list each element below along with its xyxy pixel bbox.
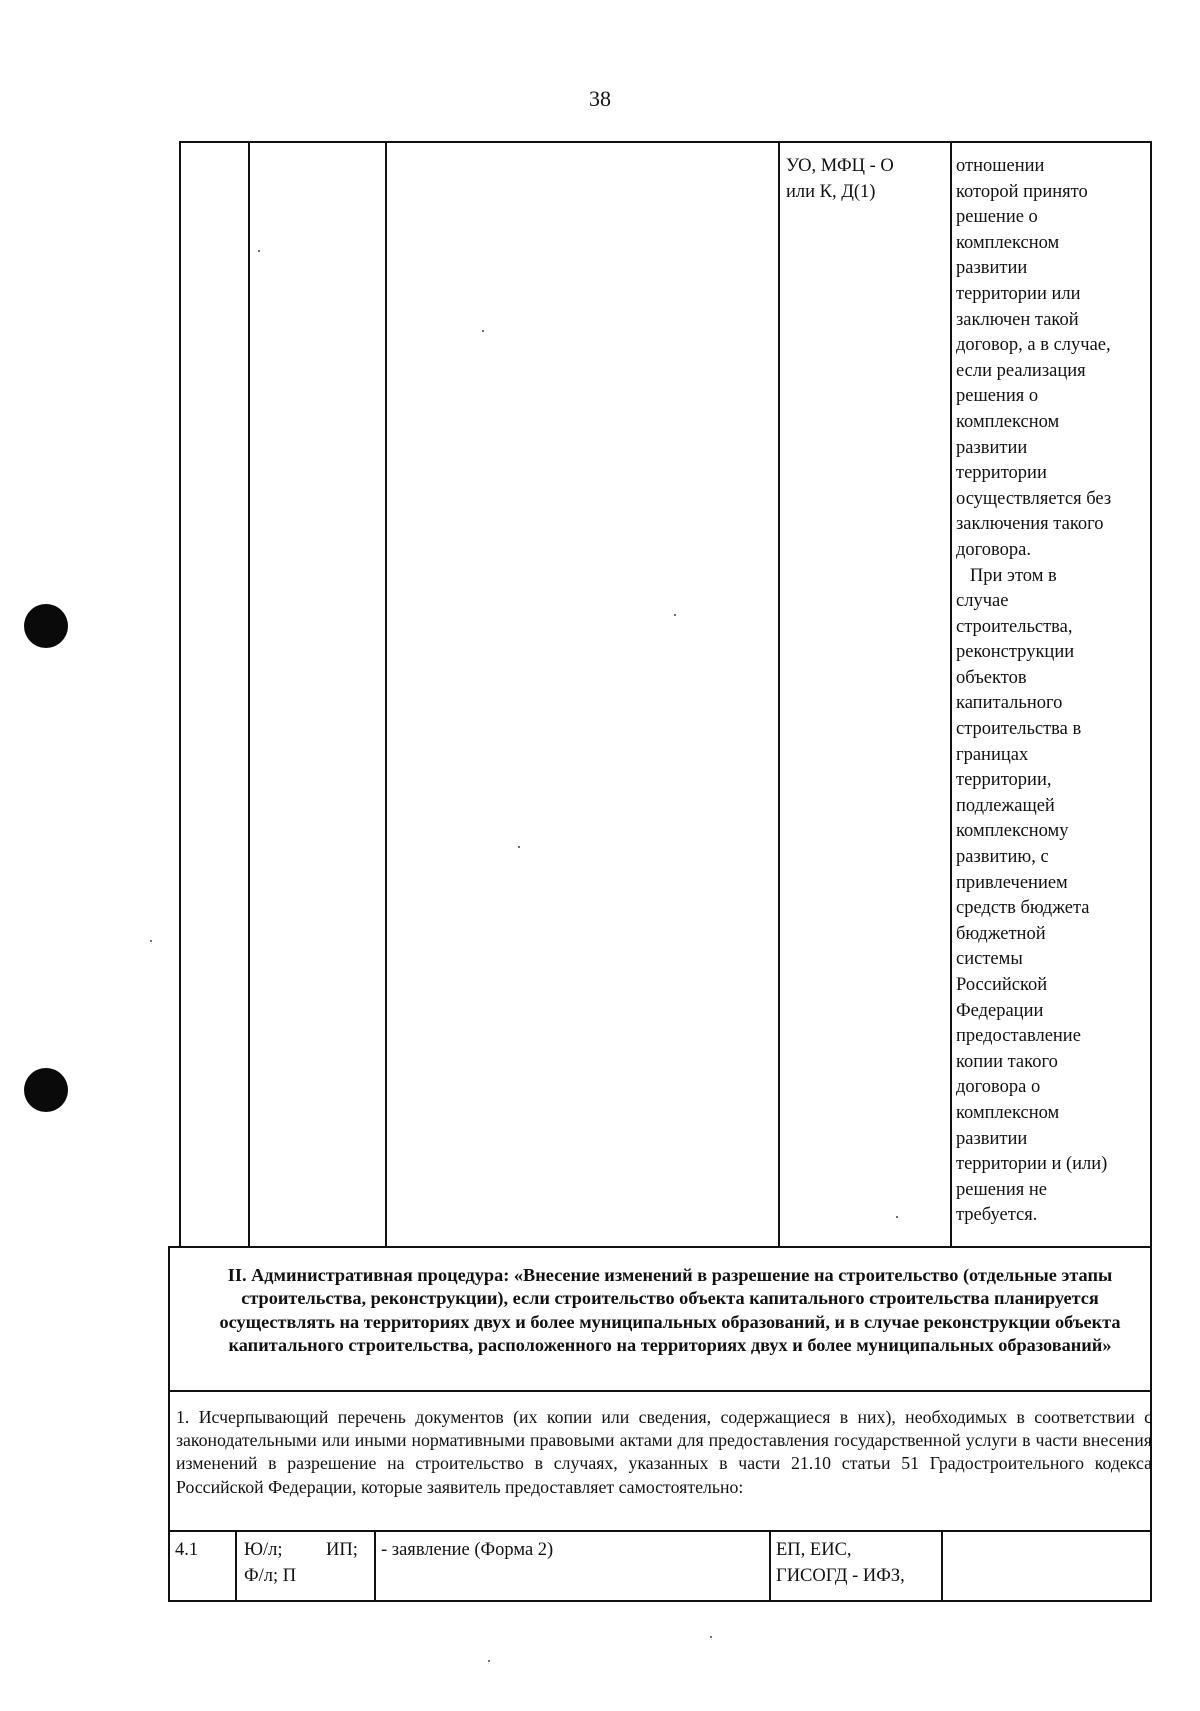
notes-line: бюджетной [956,923,1046,944]
notes-line: договора о [956,1077,1041,1098]
notes-line: развитии [956,437,1028,458]
notes-line: комплексном [956,411,1060,432]
applicant-types: Ф/л; П [244,1566,297,1586]
notes-line: случае [956,591,1009,612]
notes-line: заключения такого [956,514,1104,535]
notes-line: строительства в [956,719,1082,740]
notes-line: предоставление [956,1026,1081,1047]
notes-line: капитального [956,693,1063,714]
notes-line: границах [956,744,1029,765]
notes-line: комплексном [956,1102,1060,1123]
notes-line: осуществляется без [956,488,1112,509]
notes-line: договора. [956,539,1031,560]
scan-speck [488,1660,490,1662]
notes-line: реконструкции [956,642,1075,663]
scan-speck [482,330,484,332]
notes-line: отношении [956,156,1045,176]
scan-speck [710,1636,712,1638]
notes-line: решение о [956,207,1038,228]
notes-line: комплексному [956,821,1069,842]
notes-line: комплексном [956,232,1060,253]
applicant-types: Ю/л; [244,1540,283,1560]
notes-line: средств бюджета [956,898,1090,919]
notes-line: развитии [956,1128,1028,1149]
scan-speck [150,940,152,942]
notes-line: При этом в [956,565,1057,586]
responsible-cell: УО, МФЦ - О или К, Д(1) [786,156,894,202]
scan-speck [518,846,520,848]
notes-line: территории или [956,283,1081,304]
notes-line: если реализация [956,360,1086,381]
notes-line: заключен такой [956,309,1079,330]
notes-line: развитии [956,258,1028,279]
punch-hole [24,604,68,648]
notes-line: территории и (или) [956,1154,1108,1175]
applicant-types: ИП; [326,1540,358,1560]
document-name: - заявление (Форма 2) [381,1540,554,1560]
scan-speck [258,250,260,252]
notes-line: строительства, [956,616,1073,637]
section-header: II. Административная процедура: «Внесение изменений в разрешение на строительство (отдельные этапы строительства, реконструкции), если строительство объекта капитального строительства планируется осуществлять на территориях двух и более муниципальных образований, и в случае реконструкции объекта капитального строительства, расположенного на территориях двух и более муниципальных образований» [219,1265,1121,1356]
notes-line: которой принято [956,181,1088,202]
notes-line: системы [956,949,1023,970]
notes-line: требуется. [956,1205,1038,1226]
scan-speck [896,1216,898,1218]
documents-paragraph: 1. Исчерпывающий перечень документов (их копии или сведения, содержащиеся в них), необходимых в соответствии с законодательными или иными нормативными правовыми актами для предоставления государственной услуги в части внесения изменений в разрешение на строительство в случаях, указанных в части 21.10 статьи 51 Градостроительного кодекса Российской Федерации, которые заявитель предоставляет самостоятельно: [176,1407,1152,1497]
notes-line: территории [956,463,1047,484]
notes-cell [956,154,1150,1229]
notes-line: развитию, с [956,847,1049,868]
scan-speck [674,614,676,616]
notes-line: привлечением [956,872,1068,893]
submission-channels: ГИСОГД - ИФЗ, [776,1566,905,1586]
notes-line: договор, а в случае, [956,335,1111,356]
notes-line: Федерации [956,1000,1044,1021]
page-number: 38 [589,86,611,111]
notes-line: решения о [956,386,1039,407]
notes-line: решения не [956,1179,1047,1200]
notes-line: территории, [956,770,1052,791]
notes-line: Российской [956,975,1048,995]
notes-line: подлежащей [956,795,1055,816]
punch-hole [24,1068,68,1112]
submission-channels: ЕП, ЕИС, [776,1540,852,1560]
notes-line: объектов [956,667,1027,688]
row-number: 4.1 [175,1540,199,1560]
notes-line: копии такого [956,1051,1058,1072]
